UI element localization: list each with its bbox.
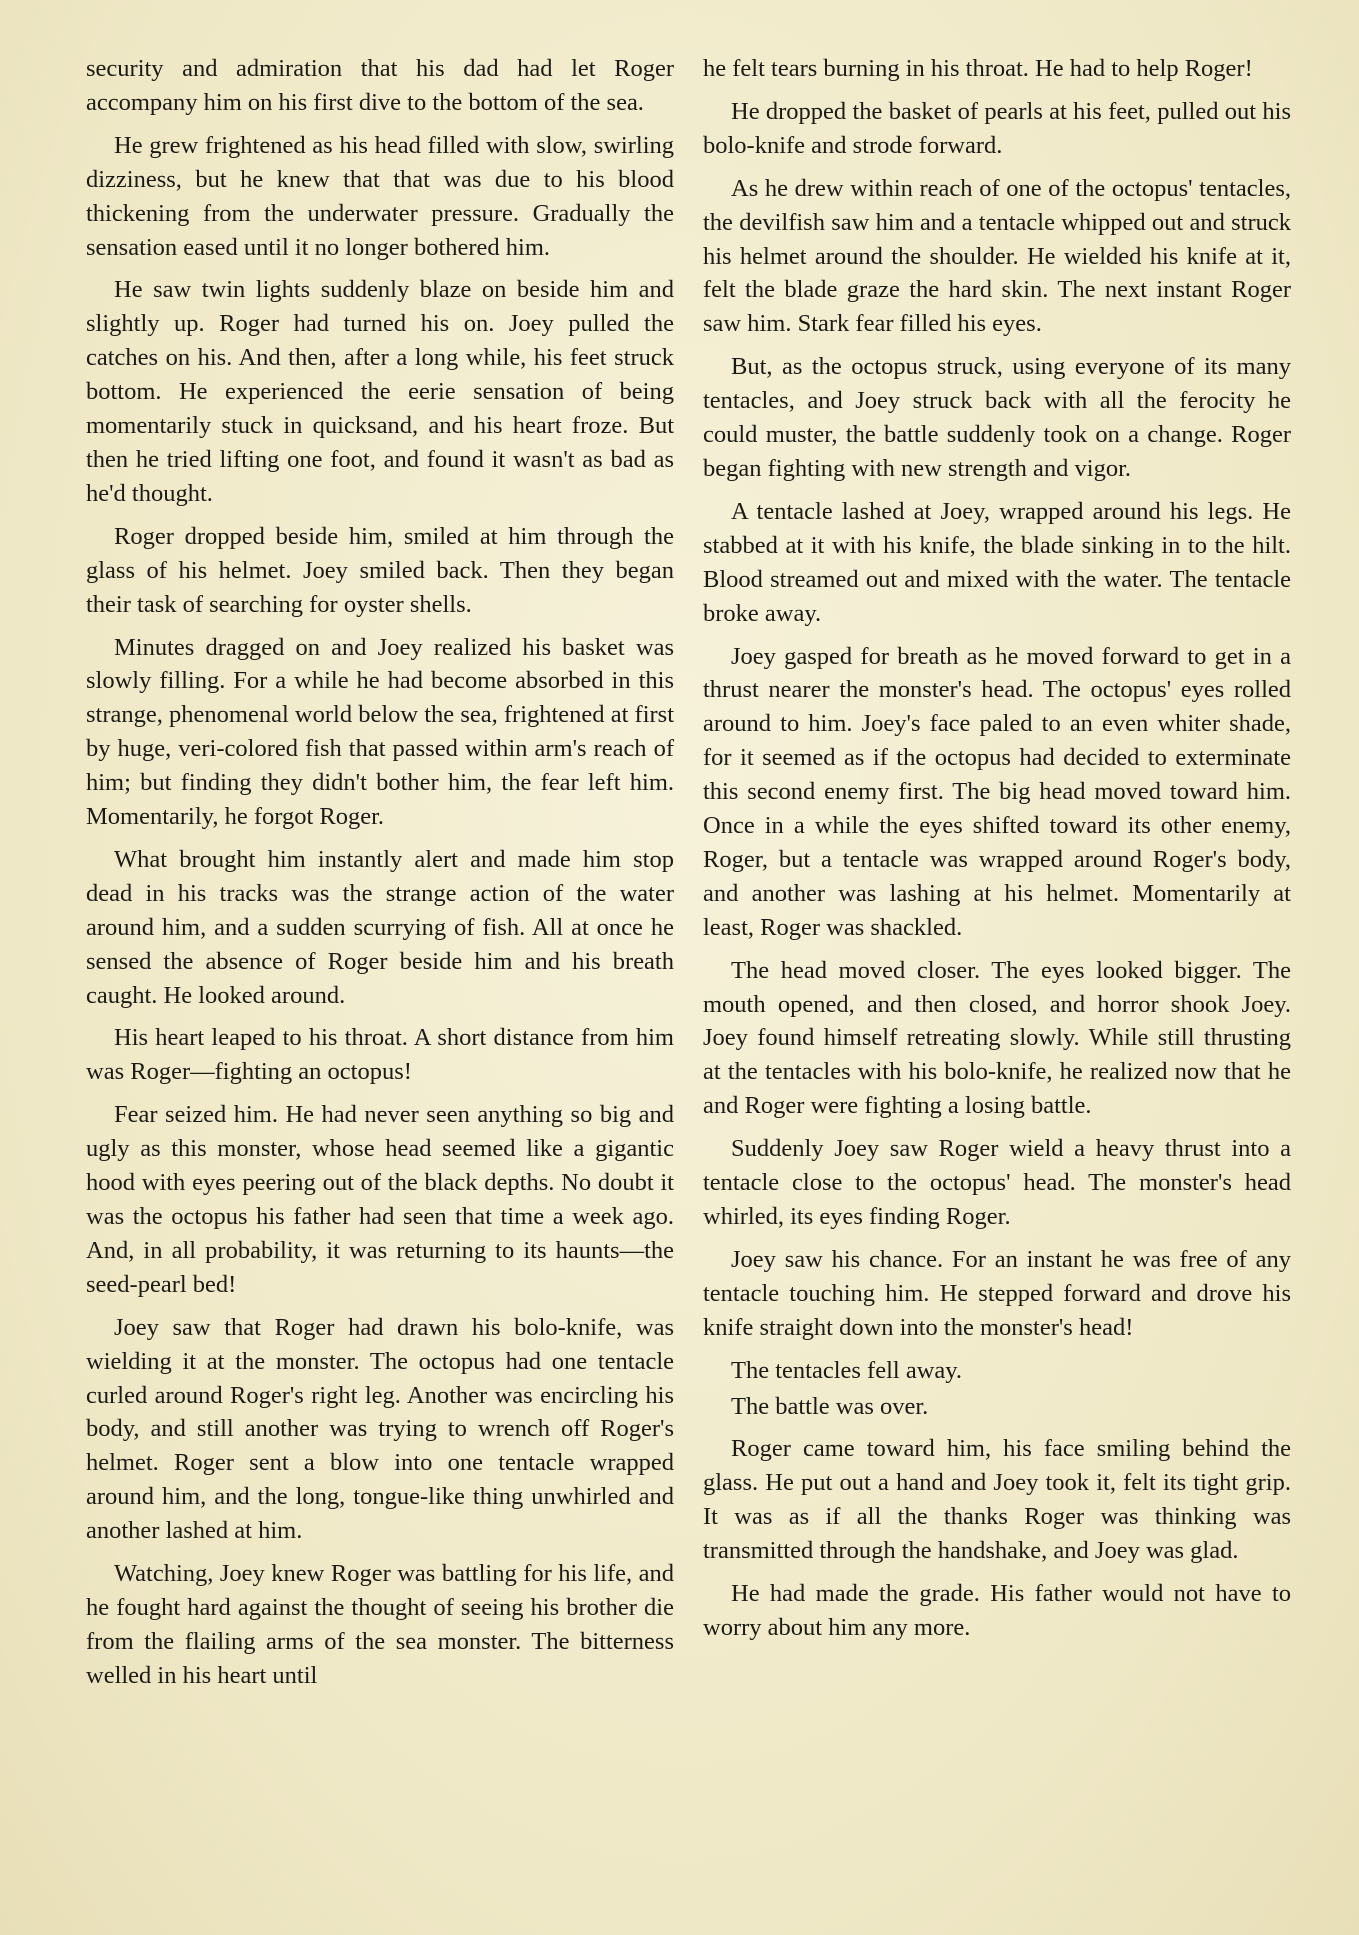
paragraph: he felt tears burning in his throat. He had to help Roger! [703, 55, 1253, 82]
paragraph: Fear seized him. He had never seen anything so big and ugly as this monster, whose head seemed like a gigantic hood with eyes peering out of the black depths. No doubt it was the octopus his father had seen that time a week ago. And, in all probability, it was returning to its haunts—the seed-pearl bed! [86, 1101, 674, 1298]
paragraph: Minutes dragged on and Joey realized his basket was slowly filling. For a while he had become absorbed in this strange, phenomenal world below the sea, frightened at first by huge, veri-colored fish that passed within arm's reach of him; but finding they didn't bother him, the fear left him. Momentarily, he forgot Roger. [86, 633, 674, 831]
paragraph: Roger dropped beside him, smiled at him through the glass of his helmet. Joey smiled back. Then they began their task of searching for oyster shells. [86, 522, 674, 618]
paragraph: Joey gasped for breath as he moved forward to get in a thrust nearer the monster's head. The octopus' eyes rolled around to him. Joey's face paled to an even whiter shade, for it seemed as if the octopus had decided to exterminate this second enemy first. The big head moved toward him. Once in a while the eyes shifted toward its other enemy, Roger, but a tentacle was wrapped around Roger's body, and another was lashing at his helmet. Momentarily at least, Roger was shackled. [703, 642, 1291, 941]
paragraph: His heart leaped to his throat. A short distance from him was Roger—fighting an octopus! [86, 1024, 674, 1086]
paragraph: He dropped the basket of pearls at his feet, pulled out his bolo-knife and strode forward. [703, 97, 1291, 159]
paragraph: Joey saw his chance. For an instant he was free of any tentacle touching him. He stepped forward and drove his knife straight down into the monster's head! [703, 1245, 1291, 1341]
paragraph: What brought him instantly alert and made him stop dead in his tracks was the strange action of the water around him, and a sudden scurrying of fish. All at once he sensed the absence of Roger beside him and his breath caught. He looked around. [86, 845, 674, 1009]
paragraph: The tentacles fell away. [731, 1356, 963, 1384]
paragraph: Suddenly Joey saw Roger wield a heavy thrust into a tentacle close to the octopus' head. The monster's head whirled, its eyes finding Roger. [703, 1135, 1291, 1230]
paragraph: He had made the grade. His father would not have to worry about him any more. [703, 1580, 1291, 1641]
paragraph: Joey saw that Roger had drawn his bolo-knife, was wielding it at the monster. The octopus had one tentacle curled around Roger's right leg. Another was encircling his body, and still another was trying to wrench off Roger's helmet. Roger sent a blow into one tentacle wrapped around him, and the long, tongue-like thing unwhirled and another lashed at him. [86, 1313, 674, 1545]
paragraph: security and admiration that his dad had let Roger accompany him on his first dive to the bottom of the sea. [86, 55, 674, 116]
paragraph: As he drew within reach of one of the octopus' tentacles, the devilfish saw him and a tentacle whipped out and struck his helmet around the shoulder. He wielded his knife at it, felt the blade graze the hard skin. The next instant Roger saw him. Stark fear filled his eyes. [703, 174, 1291, 338]
paragraph: Roger came toward him, his face smiling behind the glass. He put out a hand and Joey took it, felt its tight grip. It was as if all the thanks Roger was thinking was transmitted through the handshake, and Joey was glad. [703, 1435, 1291, 1565]
paragraph: He saw twin lights suddenly blaze on beside him and slightly up. Roger had turned his on. Joey pulled the catches on his. And then, after a long while, his feet struck bottom. He experienced the eerie sensation of being momentarily stuck in quicksand, and his heart froze. But then he tried lifting one foot, and found it wasn't as bad as he'd thought. [86, 276, 674, 507]
paragraph: The head moved closer. The eyes looked bigger. The mouth opened, and then closed, and horror shook Joey. Joey found himself retreating slowly. While still thrusting at the tentacles with his bolo-knife, he realized now that he and Roger were fighting a losing battle. [703, 956, 1291, 1120]
paragraph: The battle was over. [731, 1392, 929, 1420]
paragraph: But, as the octopus struck, using everyone of its many tentacles, and Joey struck back with all the ferocity he could muster, the battle suddenly took on a change. Roger began fighting with new strength and vigor. [703, 353, 1291, 482]
paragraph: A tentacle lashed at Joey, wrapped around his legs. He stabbed at it with his knife, the blade sinking in to the hilt. Blood streamed out and mixed with the water. The tentacle broke away. [703, 497, 1291, 627]
right-text-column [703, 52, 1291, 1654]
left-text-column [86, 52, 674, 1702]
paragraph: He grew frightened as his head filled with slow, swirling dizziness, but he knew that that was due to his blood thickening from the underwater pressure. Gradually the sensation eased until it no longer bothered him. [86, 131, 674, 261]
paragraph: Watching, Joey knew Roger was battling for his life, and he fought hard against the thought of seeing his brother die from the flailing arms of the sea monster. The bitterness welled in his heart until [86, 1560, 674, 1689]
